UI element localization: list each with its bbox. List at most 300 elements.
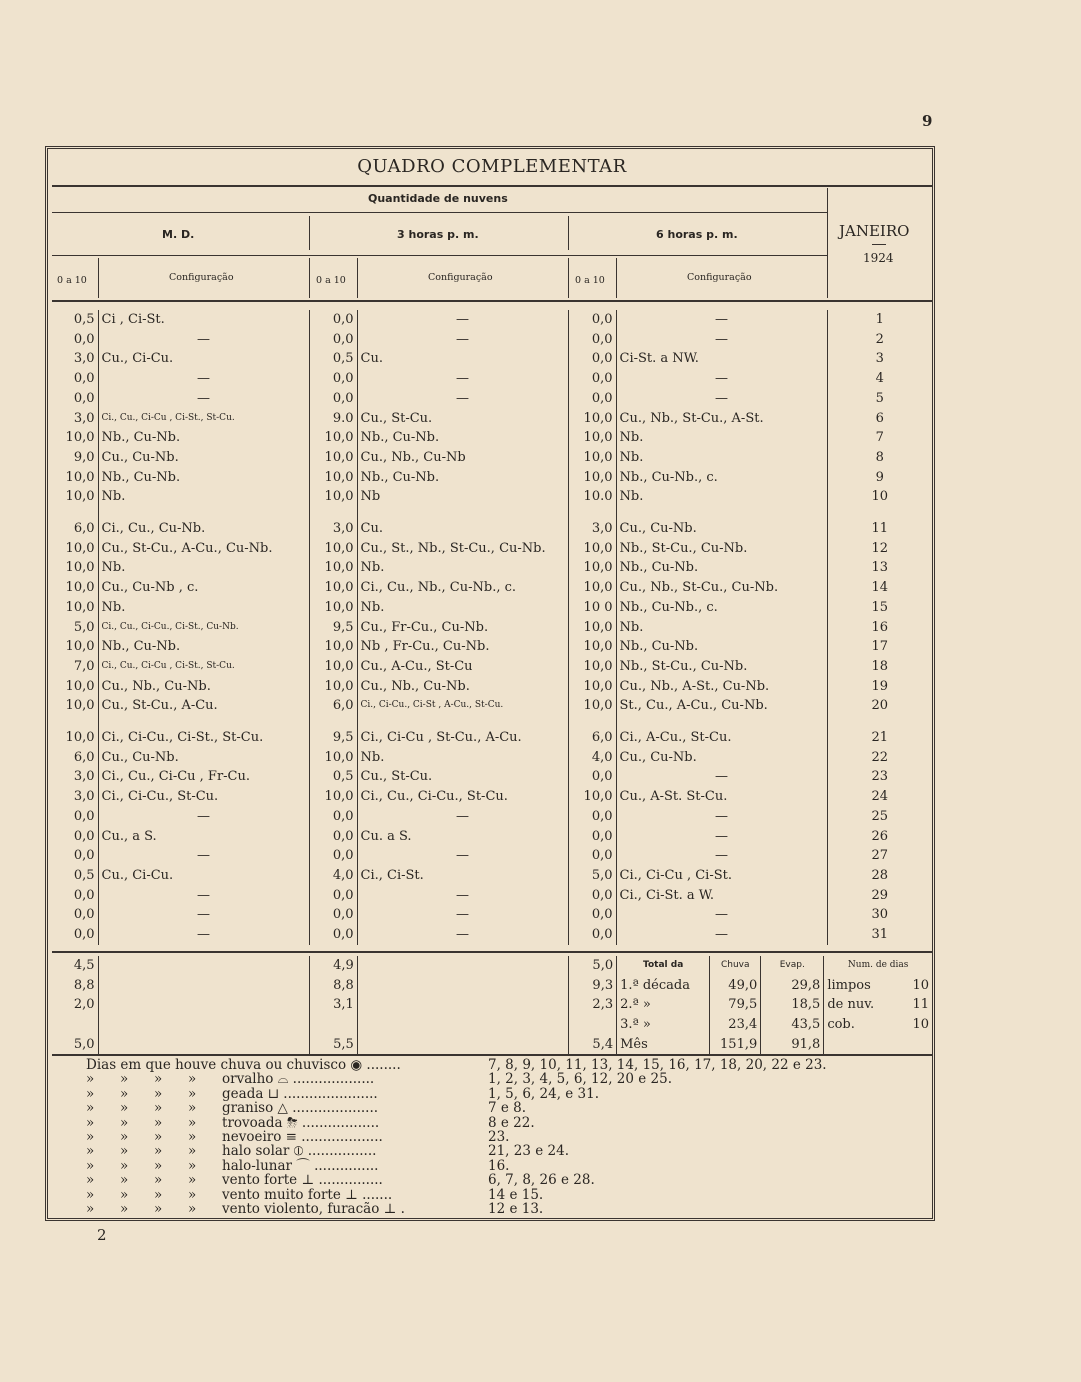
table-row: [52, 618, 932, 638]
table-row: [52, 578, 932, 598]
note-label: » » » » vento forte ⊥ ...............: [86, 1172, 383, 1189]
day-number: 13: [827, 558, 932, 578]
table-row: [52, 925, 932, 945]
table-title: QUADRO COMPLEMENTAR: [52, 150, 932, 187]
p3-amount: 10,0: [324, 489, 354, 505]
p3-amount: 0,0: [332, 390, 354, 406]
p3-mean-month: 5,5: [333, 1036, 354, 1052]
p6-config: —: [616, 827, 827, 847]
table-row: [52, 330, 932, 350]
p6-amount: 10,0: [583, 410, 613, 426]
p6-amount: 0,0: [591, 331, 613, 347]
p6-amount: 0,0: [591, 371, 613, 387]
rain-header: Chuva: [710, 956, 761, 976]
md-amount: 0,5: [73, 867, 95, 883]
day-number: 16: [827, 618, 932, 638]
table-row: [52, 677, 932, 697]
p6-config: —: [616, 905, 827, 925]
p3-amount: 0,0: [332, 828, 354, 844]
year: 1924: [863, 251, 894, 265]
day-number: 19: [827, 677, 932, 697]
p6-mean-2: 9,3: [592, 977, 614, 993]
group-3pm: 3 horas p. m.: [397, 228, 479, 241]
md-amount: 3,0: [73, 410, 95, 426]
p6-config: —: [616, 807, 827, 827]
group-6pm: 6 horas p. m.: [656, 228, 738, 241]
day-number: 4: [827, 369, 932, 389]
days-header: Num. de dias: [824, 956, 932, 976]
table-row: [52, 428, 932, 448]
p3-mean-2: 8,8: [333, 977, 354, 993]
day-number: 28: [827, 866, 932, 886]
p6-amount: 10,0: [583, 580, 613, 596]
p3-amount: 10,0: [324, 658, 354, 674]
note-label: » » » » graniso △ ....................: [86, 1100, 379, 1117]
table-row: [52, 807, 932, 827]
days-cloudy: de nuv. 11: [824, 995, 932, 1015]
day-number: 9: [827, 468, 932, 488]
p3-amount: 3,0: [332, 521, 354, 537]
p6-config: Cu., Cu-Nb.: [616, 519, 827, 539]
md-amount: 0,0: [73, 331, 95, 347]
summary-table: [52, 956, 932, 1055]
p3-config: Ci., Cu., Nb., Cu-Nb., c.: [357, 578, 568, 598]
md-amount: 10,0: [65, 678, 95, 694]
p3-config: Cu., St-Cu.: [357, 767, 568, 787]
note-days: 14 e 15.: [488, 1186, 544, 1203]
p6-config: Nb., Cu-Nb.: [616, 558, 827, 578]
note-days: 8 e 22.: [488, 1114, 535, 1131]
day-number: 8: [827, 448, 932, 468]
p6-config: Nb., St-Cu., Cu-Nb.: [616, 657, 827, 677]
p3-amount: 0,0: [332, 907, 354, 923]
decade-1-rain: 49,0: [710, 976, 761, 996]
md-config: Nb., Cu-Nb.: [98, 428, 309, 448]
p3-amount: 4,0: [332, 867, 354, 883]
p3-config: —: [357, 389, 568, 409]
p3-config: Nb.: [357, 558, 568, 578]
table-row: [52, 487, 932, 507]
day-number: 23: [827, 767, 932, 787]
md-amount: 7,0: [73, 658, 95, 674]
p6-config: Nb.: [616, 618, 827, 638]
page-number: 9: [922, 112, 933, 130]
day-number: 25: [827, 807, 932, 827]
table-row: [52, 349, 932, 369]
note-days: 6, 7, 8, 26 e 28.: [488, 1172, 595, 1189]
p3-config: Cu., A-Cu., St-Cu: [357, 657, 568, 677]
p3-amount: 10,0: [324, 430, 354, 446]
p6-config: Ci., Ci-Cu , Ci-St.: [616, 866, 827, 886]
decade-1-evap: 29,8: [761, 976, 824, 996]
day-number: 24: [827, 787, 932, 807]
day-number: 2: [827, 330, 932, 350]
table-row: [52, 389, 932, 409]
p6-config: St., Cu., A-Cu., Cu-Nb.: [616, 696, 827, 716]
p3-config: Nb.: [357, 598, 568, 618]
p6-config: Nb.: [616, 487, 827, 507]
p3-amount: 9,5: [332, 619, 354, 635]
group-md: M. D.: [162, 228, 195, 241]
p3-config: Cu., Nb., Cu-Nb.: [357, 677, 568, 697]
day-number: 11: [827, 519, 932, 539]
md-config: —: [98, 369, 309, 389]
p3-config: —: [357, 846, 568, 866]
p6-config: Nb., St-Cu., Cu-Nb.: [616, 539, 827, 559]
p3-amount: 0,5: [332, 769, 354, 785]
p6-config: —: [616, 369, 827, 389]
decade-2-evap: 18,5: [761, 995, 824, 1015]
day-number: 1: [827, 310, 932, 330]
p6-config: Ci-St. a NW.: [616, 349, 827, 369]
p6-config: Cu., Nb., St-Cu., A-St.: [616, 409, 827, 429]
md-amount: 0,0: [73, 907, 95, 923]
table-row: [52, 748, 932, 768]
p6-amount: 0,0: [591, 808, 613, 824]
table-row: [52, 767, 932, 787]
p6-amount: 10,0: [583, 540, 613, 556]
decade-2-rain: 79,5: [710, 995, 761, 1015]
p6-amount: 0,0: [591, 927, 613, 943]
p6-config: —: [616, 925, 827, 945]
md-config: —: [98, 846, 309, 866]
p6-amount: 0,0: [591, 390, 613, 406]
table-row: [52, 787, 932, 807]
md-config: Ci., Cu., Ci-Cu , Ci-St., St-Cu.: [98, 409, 309, 429]
p3-config: Cu., Fr-Cu., Cu-Nb.: [357, 618, 568, 638]
day-number: 15: [827, 598, 932, 618]
md-config: Cu., St-Cu., A-Cu.: [98, 696, 309, 716]
col-amount-md: 0 a 10: [57, 275, 87, 286]
md-config: Nb.: [98, 598, 309, 618]
md-config: Cu., Ci-Cu.: [98, 866, 309, 886]
col-config-6pm: Configuração: [687, 272, 752, 283]
p3-amount: 10,0: [324, 560, 354, 576]
p3-config: —: [357, 310, 568, 330]
subtitle: Quantidade de nuvens: [368, 192, 508, 205]
table-row: [52, 598, 932, 618]
p3-config: Nb: [357, 487, 568, 507]
p3-config: Cu. a S.: [357, 827, 568, 847]
p3-amount: 0,5: [332, 351, 354, 367]
decade-3-evap: 43,5: [761, 1015, 824, 1035]
p3-config: Nb , Fr-Cu., Cu-Nb.: [357, 637, 568, 657]
note-days: 21, 23 e 24.: [488, 1143, 569, 1160]
table-row: [52, 310, 932, 330]
table-row: [52, 696, 932, 716]
md-config: Nb.: [98, 487, 309, 507]
md-amount: 10,0: [65, 698, 95, 714]
p6-amount: 10,0: [583, 619, 613, 635]
p6-amount: 10,0: [583, 698, 613, 714]
day-number: 20: [827, 696, 932, 716]
p3-amount: 9.0: [332, 410, 354, 426]
p6-config: Nb.: [616, 428, 827, 448]
p6-mean-1: 5,0: [592, 958, 614, 973]
table-row: [52, 827, 932, 847]
p6-config: —: [616, 846, 827, 866]
p3-amount: 10,0: [324, 678, 354, 694]
p3-amount: 10,0: [324, 599, 354, 615]
evap-header: Evap.: [761, 956, 824, 976]
month-evap: 91,8: [761, 1035, 824, 1055]
day-number: 21: [827, 728, 932, 748]
p3-amount: 10,0: [324, 449, 354, 465]
day-number: 17: [827, 637, 932, 657]
md-amount: 6,0: [73, 521, 95, 537]
md-amount: 0,0: [73, 808, 95, 824]
day-number: 26: [827, 827, 932, 847]
md-amount: 5,0: [73, 619, 95, 635]
p3-amount: 10,0: [324, 540, 354, 556]
spacer-row: [52, 716, 932, 728]
md-amount: 0,0: [73, 371, 95, 387]
day-number: 7: [827, 428, 932, 448]
p6-amount: 0,0: [591, 828, 613, 844]
p6-amount: 0,0: [591, 848, 613, 864]
md-config: Nb.: [98, 558, 309, 578]
day-number: 12: [827, 539, 932, 559]
p6-amount: 4,0: [591, 749, 613, 765]
p3-config: Ci., Ci-St.: [357, 866, 568, 886]
p6-config: Cu., Nb., St-Cu., Cu-Nb.: [616, 578, 827, 598]
table-row: [52, 519, 932, 539]
p3-config: Cu., Nb., Cu-Nb: [357, 448, 568, 468]
note-days: 7 e 8.: [488, 1100, 527, 1117]
p6-config: Nb., Cu-Nb.: [616, 637, 827, 657]
p3-config: —: [357, 886, 568, 906]
p3-config: —: [357, 807, 568, 827]
p6-amount: 10.0: [583, 489, 613, 505]
decade-1-label: 1.ª década: [617, 976, 710, 996]
table-row: [52, 558, 932, 578]
p3-config: Cu.: [357, 519, 568, 539]
day-number: 22: [827, 748, 932, 768]
days-clear: limpos 10: [824, 976, 932, 996]
month-rain: 151,9: [710, 1035, 761, 1055]
month-label: Mês: [617, 1035, 710, 1055]
col-config-md: Configuração: [169, 272, 234, 283]
p6-config: —: [616, 389, 827, 409]
col-amount-3pm: 0 a 10: [316, 275, 346, 286]
note-label: » » » » geada ⊔ ......................: [86, 1085, 378, 1102]
table-row: [52, 409, 932, 429]
note-label: » » » » trovoada ⛈ ..................: [86, 1114, 380, 1131]
col-amount-6pm: 0 a 10: [575, 275, 605, 286]
note-days: 16.: [488, 1157, 510, 1174]
day-number: 5: [827, 389, 932, 409]
daily-table: [52, 310, 932, 945]
p6-config: Ci., A-Cu., St-Cu.: [616, 728, 827, 748]
note-label: Dias em que houve chuva ou chuvisco ◉ ........: [86, 1057, 401, 1073]
md-amount: 3,0: [73, 769, 95, 785]
note-label: » » » » halo solar ⦶ ................: [86, 1143, 377, 1160]
note-days: 1, 2, 3, 4, 5, 6, 12, 20 e 25.: [488, 1071, 673, 1088]
day-number: 29: [827, 886, 932, 906]
p6-config: Nb., Cu-Nb., c.: [616, 598, 827, 618]
table-row: [52, 886, 932, 906]
p3-amount: 9,5: [332, 730, 354, 746]
p6-amount: 10,0: [583, 639, 613, 655]
day-number: 30: [827, 905, 932, 925]
md-amount: 9,0: [73, 449, 95, 465]
md-amount: 0,0: [73, 390, 95, 406]
p3-amount: 10,0: [324, 789, 354, 805]
p3-config: —: [357, 905, 568, 925]
md-amount: 0,0: [73, 828, 95, 844]
p6-amount: 6,0: [591, 730, 613, 746]
table-row: [52, 905, 932, 925]
md-amount: 10,0: [65, 430, 95, 446]
md-config: —: [98, 807, 309, 827]
md-amount: 10,0: [65, 730, 95, 746]
note-label: » » » » orvalho ⌓ ...................: [86, 1071, 375, 1088]
p6-config: Cu., Nb., A-St., Cu-Nb.: [616, 677, 827, 697]
p3-config: Cu., St-Cu.: [357, 409, 568, 429]
md-config: Ci., Cu., Ci-Cu , Ci-St., St-Cu.: [98, 657, 309, 677]
md-amount: 0,0: [73, 887, 95, 903]
md-config: Ci., Cu., Ci-Cu , Fr-Cu.: [98, 767, 309, 787]
p3-amount: 0,0: [332, 312, 354, 327]
p6-amount: 0,0: [591, 769, 613, 785]
md-config: —: [98, 330, 309, 350]
p6-amount: 10,0: [583, 678, 613, 694]
md-config: Cu., Cu-Nb.: [98, 748, 309, 768]
p6-amount: 5,0: [591, 867, 613, 883]
p6-amount: 0,0: [591, 312, 613, 327]
note-days: 7, 8, 9, 10, 11, 13, 14, 15, 16, 17, 18, 20, 22 e 23.: [488, 1057, 827, 1073]
p6-amount: 3,0: [591, 521, 613, 537]
p6-config: Ci., Ci-St. a W.: [616, 886, 827, 906]
p3-amount: 0,0: [332, 887, 354, 903]
md-amount: 3,0: [73, 789, 95, 805]
footer-number: 2: [97, 1226, 107, 1244]
day-number: 6: [827, 409, 932, 429]
table-row: [52, 866, 932, 886]
p3-config: Ci., Ci-Cu , St-Cu., A-Cu.: [357, 728, 568, 748]
md-amount: 10,0: [65, 469, 95, 485]
table-row: [52, 539, 932, 559]
p6-config: Nb., Cu-Nb., c.: [616, 468, 827, 488]
md-mean-1: 4,5: [73, 958, 95, 973]
p3-amount: 10,0: [324, 469, 354, 485]
decade-2-label: 2.ª »: [617, 995, 710, 1015]
md-amount: 6,0: [73, 749, 95, 765]
md-config: Ci., Cu., Cu-Nb.: [98, 519, 309, 539]
decade-3-rain: 23,4: [710, 1015, 761, 1035]
p3-amount: 10,0: [324, 639, 354, 655]
md-amount: 10,0: [65, 580, 95, 596]
md-amount: 0,0: [73, 927, 95, 943]
md-mean-3: 2,0: [73, 997, 95, 1013]
md-config: Cu., Cu-Nb.: [98, 448, 309, 468]
p6-config: —: [616, 310, 827, 330]
note-label: » » » » halo-lunar ⌒ ...............: [86, 1157, 379, 1174]
days-overcast: cob. 10: [824, 1015, 932, 1035]
p6-amount: 10,0: [583, 469, 613, 485]
p3-config: —: [357, 925, 568, 945]
p6-mean-3: 2,3: [592, 997, 614, 1013]
p3-config: Cu., St., Nb., St-Cu., Cu-Nb.: [357, 539, 568, 559]
note-days: 12 e 13.: [488, 1200, 544, 1217]
md-config: —: [98, 925, 309, 945]
md-config: Ci , Ci-St.: [98, 310, 309, 330]
md-config: Ci., Cu., Ci-Cu., Ci-St., Cu-Nb.: [98, 618, 309, 638]
p6-config: Cu., A-St. St-Cu.: [616, 787, 827, 807]
md-config: —: [98, 905, 309, 925]
note-label: » » » » vento muito forte ⊥ .......: [86, 1186, 393, 1203]
p6-amount: 10 0: [583, 599, 613, 615]
md-config: Cu., Cu-Nb , c.: [98, 578, 309, 598]
p6-config: —: [616, 330, 827, 350]
md-config: Ci., Ci-Cu., Ci-St., St-Cu.: [98, 728, 309, 748]
p3-amount: 0,0: [332, 927, 354, 943]
p3-amount: 6,0: [332, 698, 354, 714]
table-row: [52, 637, 932, 657]
md-amount: 10,0: [65, 599, 95, 615]
md-amount: 3,0: [73, 351, 95, 367]
p3-config: —: [357, 330, 568, 350]
note-days: 1, 5, 6, 24, e 31.: [488, 1085, 600, 1102]
spacer-row: [52, 507, 932, 519]
p6-amount: 10,0: [583, 789, 613, 805]
md-config: Nb., Cu-Nb.: [98, 637, 309, 657]
note-label: » » » » vento violento, furacão ⊥ .: [86, 1200, 405, 1217]
p3-config: Nb.: [357, 748, 568, 768]
p3-config: Cu.: [357, 349, 568, 369]
md-amount: 0,5: [73, 312, 95, 327]
p3-amount: 0,0: [332, 371, 354, 387]
p6-amount: 0,0: [591, 887, 613, 903]
md-amount: 0,0: [73, 848, 95, 864]
p3-config: Nb., Cu-Nb.: [357, 468, 568, 488]
day-number: 18: [827, 657, 932, 677]
md-amount: 10,0: [65, 639, 95, 655]
md-amount: 10,0: [65, 489, 95, 505]
day-number: 31: [827, 925, 932, 945]
day-number: 10: [827, 487, 932, 507]
md-config: Ci., Ci-Cu., St-Cu.: [98, 787, 309, 807]
p3-config: —: [357, 369, 568, 389]
p3-amount: 0,0: [332, 848, 354, 864]
md-config: Cu., Ci-Cu.: [98, 349, 309, 369]
p3-mean-1: 4,9: [333, 958, 354, 973]
p6-amount: 10,0: [583, 449, 613, 465]
p3-amount: 10,0: [324, 749, 354, 765]
table-row: [52, 468, 932, 488]
quadro-complementar: [52, 150, 932, 1052]
decade-3-label: 3.ª »: [617, 1015, 710, 1035]
md-config: Cu., Nb., Cu-Nb.: [98, 677, 309, 697]
note-label: » » » » nevoeiro ≡ ...................: [86, 1128, 383, 1145]
p6-amount: 10,0: [583, 560, 613, 576]
day-number: 27: [827, 846, 932, 866]
p6-amount: 10,0: [583, 430, 613, 446]
p3-amount: 10,0: [324, 580, 354, 596]
p6-amount: 0,0: [591, 907, 613, 923]
table-row: [52, 846, 932, 866]
month: JANEIRO: [839, 222, 910, 240]
p6-config: Nb.: [616, 448, 827, 468]
p6-amount: 0,0: [591, 351, 613, 367]
md-config: Cu., a S.: [98, 827, 309, 847]
md-config: —: [98, 389, 309, 409]
md-amount: 10,0: [65, 540, 95, 556]
p3-amount: 0,0: [332, 331, 354, 347]
md-mean-month: 5,0: [73, 1036, 95, 1052]
p3-config: Ci., Cu., Ci-Cu., St-Cu.: [357, 787, 568, 807]
p3-amount: 0,0: [332, 808, 354, 824]
